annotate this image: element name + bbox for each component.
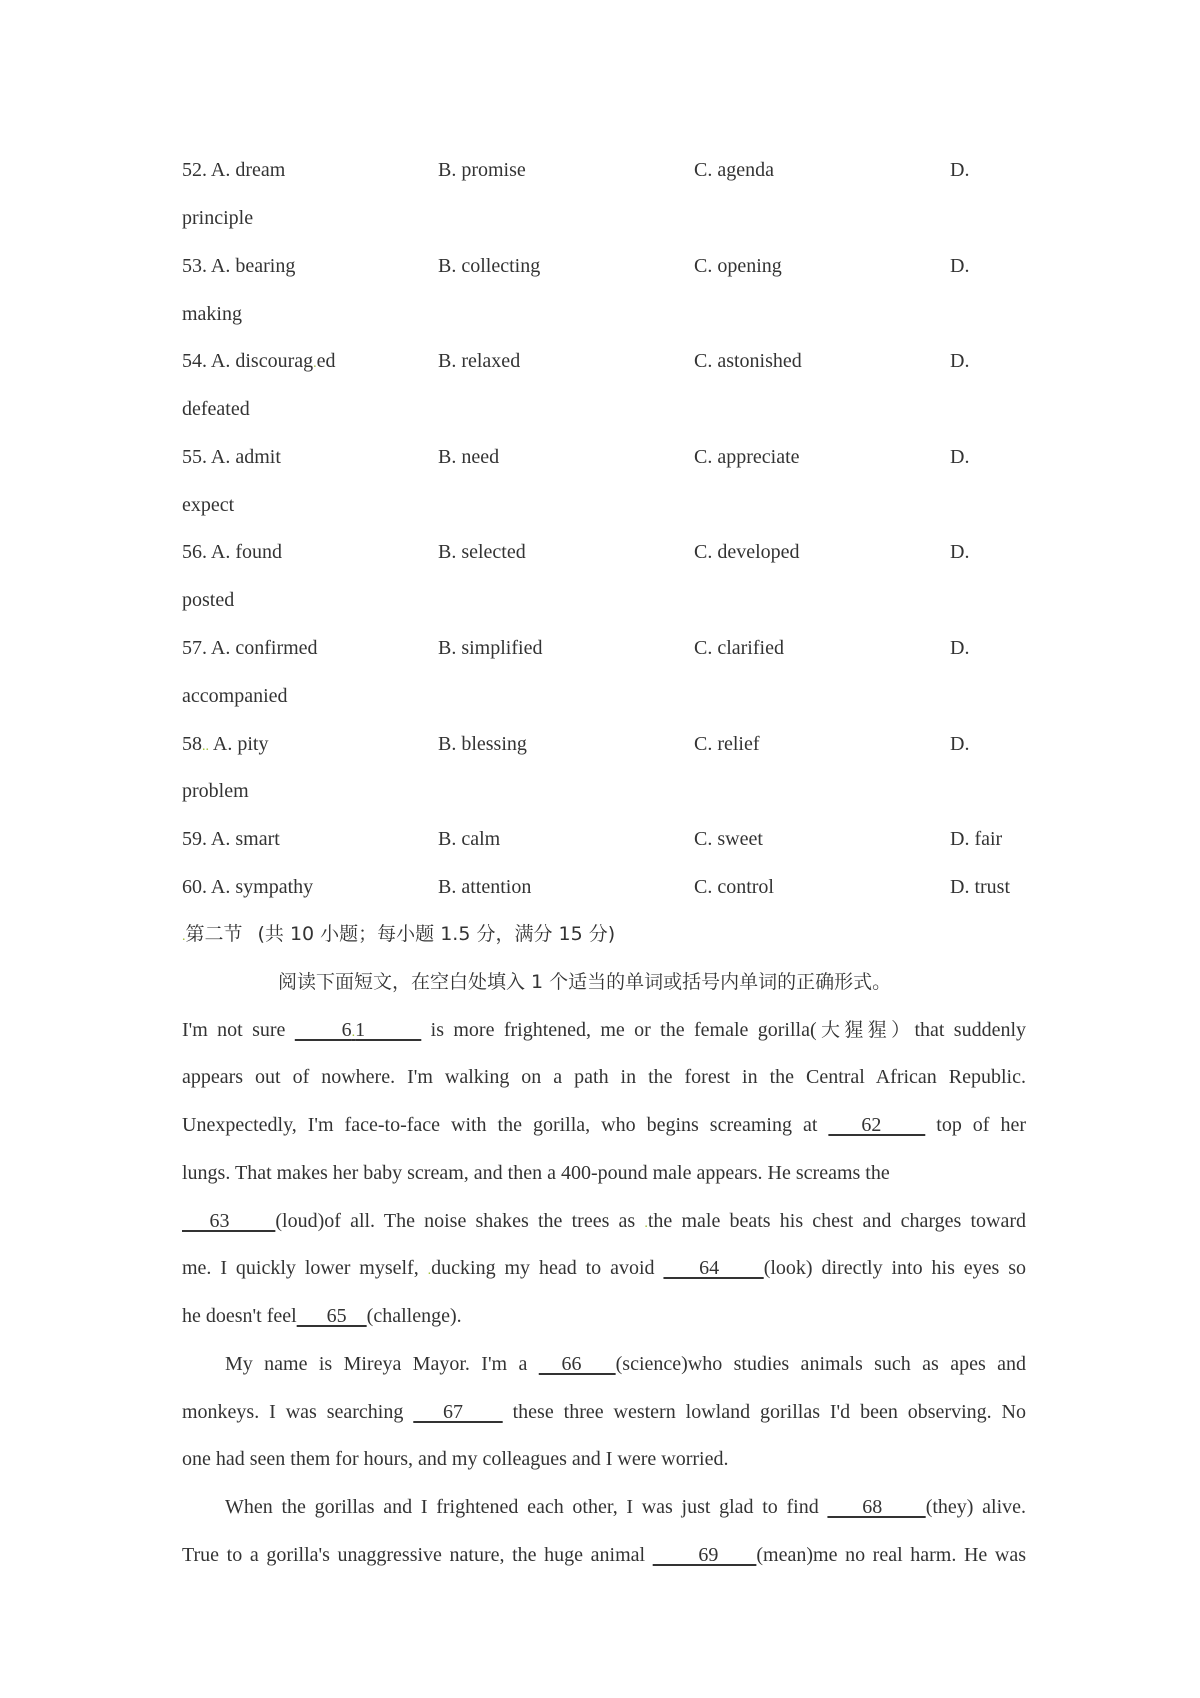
- option-b: B. promise: [438, 159, 526, 181]
- option-a: A. pity: [212, 733, 269, 755]
- blank-63: 63: [182, 1210, 276, 1232]
- passage-line: appears out of nowhere. I'm walking on a path in the forest in the Central African Republic.: [182, 1066, 1026, 1088]
- passage-line: I'm not sure 6.1 is more frightened, me or the female gorilla(大猩猩）that suddenly: [182, 1019, 1027, 1041]
- question-53-continuation: [0, 299, 1200, 329]
- question-57-continuation: [0, 681, 1200, 711]
- option-d-text: principle: [182, 207, 254, 229]
- question-54-continuation: [0, 394, 1200, 424]
- option-a: A. dream: [210, 159, 286, 181]
- blank-69: 69: [652, 1544, 757, 1566]
- passage-line: one had seen them for hours, and my colleagues and I were worried.: [182, 1448, 729, 1470]
- option-d-text: accompanied: [182, 685, 288, 707]
- blank-61: 6.1: [294, 1019, 422, 1041]
- option-b: B. collecting: [438, 255, 541, 277]
- question-number: 60.: [182, 876, 207, 898]
- ink-speck: .: [427, 1263, 432, 1278]
- question-number: 53.: [182, 255, 207, 277]
- ink-speck: .: [351, 1025, 356, 1040]
- option-c: C. agenda: [694, 159, 774, 181]
- ink-speck: .: [182, 929, 186, 944]
- option-d: D. trust: [950, 876, 1010, 898]
- question-number: 56.: [182, 541, 207, 563]
- question-56-row: [0, 537, 1200, 567]
- question-number: 57.: [182, 637, 207, 659]
- passage-line: Unexpectedly, I'm face-to-face with the gorilla, who begins screaming at 62 top of her: [182, 1114, 1026, 1136]
- question-55-continuation: [0, 490, 1200, 520]
- section-note: (共 10 小题；每小题 1.5 分，满分 15 分): [257, 923, 616, 945]
- question-58-continuation: [0, 776, 1200, 806]
- question-53-row: [0, 251, 1200, 281]
- option-d-text: defeated: [182, 398, 250, 420]
- option-d: D.: [950, 637, 970, 659]
- passage-line: lungs. That makes her baby scream, and then a 400-pound male appears. He screams the: [182, 1162, 890, 1184]
- passage-line: he doesn't feel 65 (challenge).: [182, 1305, 462, 1327]
- option-b: B. simplified: [438, 637, 543, 659]
- passage-line: When the gorillas and I frightened each other, I was just glad to find 68 (they) alive.: [225, 1496, 1027, 1518]
- option-d: D.: [950, 446, 970, 468]
- blank-65: 65: [296, 1305, 367, 1327]
- option-b: B. calm: [438, 828, 501, 850]
- option-b: B. attention: [438, 876, 532, 898]
- option-b: B. need: [438, 446, 500, 468]
- blank-68: 68: [827, 1496, 926, 1518]
- option-b: B. relaxed: [438, 350, 521, 372]
- option-a: A. admit: [210, 446, 281, 468]
- option-a: A. discourag: [210, 350, 314, 372]
- option-d-text: posted: [182, 589, 235, 611]
- section-title: 第二节: [185, 923, 243, 945]
- question-number: 54.: [182, 350, 207, 372]
- option-a: A. bearing: [210, 255, 296, 277]
- option-c: C. relief: [694, 733, 760, 755]
- passage-line: True to a gorilla's unaggressive nature, the huge animal 69 (mean)me no real harm. He was: [182, 1544, 1026, 1566]
- question-57-row: [0, 633, 1200, 663]
- option-a: A. smart: [210, 828, 280, 850]
- option-c: C. opening: [694, 255, 782, 277]
- option-a: A. sympathy: [210, 876, 314, 898]
- option-d: D.: [950, 541, 970, 563]
- passage-line: My name is Mireya Mayor. I'm a 66 (science)who studies animals such as apes and: [225, 1353, 1027, 1375]
- option-d: D.: [950, 255, 970, 277]
- question-number: 52.: [182, 159, 207, 181]
- question-59-row: [0, 824, 1200, 854]
- blank-67: 67: [413, 1401, 503, 1423]
- option-a: A. confirmed: [210, 637, 318, 659]
- option-a: A. found: [210, 541, 283, 563]
- option-c: C. appreciate: [694, 446, 800, 468]
- question-55-row: [0, 442, 1200, 472]
- option-b: B. selected: [438, 541, 526, 563]
- option-d-text: making: [182, 303, 242, 325]
- question-58-row: [0, 729, 1200, 759]
- blank-64: 64: [663, 1257, 764, 1279]
- option-d: D.: [950, 159, 970, 181]
- ink-speck: .: [313, 356, 317, 371]
- ink-speck: .: [644, 1216, 648, 1231]
- option-d: D. fair: [950, 828, 1003, 850]
- passage-line: me. I quickly lower myself, .ducking my head to avoid 64 (look) directly into his eyes so: [182, 1257, 1027, 1279]
- option-c: C. developed: [694, 541, 800, 563]
- question-52-row: [0, 155, 1200, 185]
- question-number: 55.: [182, 446, 207, 468]
- option-c: C. astonished: [694, 350, 802, 372]
- option-d: D.: [950, 733, 970, 755]
- question-60-row: [0, 872, 1200, 902]
- ink-speck: ..: [202, 739, 209, 754]
- question-number: 59.: [182, 828, 207, 850]
- section-instruction: 阅读下面短文，在空白处填入 1 个适当的单词或括号内单词的正确形式。: [278, 971, 892, 993]
- option-d: D.: [950, 350, 970, 372]
- section-instruction-row: [0, 967, 1200, 997]
- option-b: B. blessing: [438, 733, 527, 755]
- question-number: 58: [182, 733, 202, 755]
- question-56-continuation: [0, 585, 1200, 615]
- option-c: C. sweet: [694, 828, 763, 850]
- question-52-continuation: [0, 203, 1200, 233]
- passage-line: monkeys. I was searching 67 these three western lowland gorillas I'd been observing. No: [182, 1401, 1026, 1423]
- option-a-suffix: ed: [316, 350, 336, 372]
- section-heading: [0, 919, 1200, 949]
- question-54-row: [0, 346, 1200, 376]
- option-c: C. control: [694, 876, 774, 898]
- blank-66: 66: [538, 1353, 616, 1375]
- blank-62: 62: [828, 1114, 926, 1136]
- option-c: C. clarified: [694, 637, 784, 659]
- option-d-text: problem: [182, 780, 249, 802]
- passage-line: 63 (loud)of all. The noise shakes the trees as .the male beats his chest and charges toward: [182, 1210, 1026, 1232]
- option-d-text: expect: [182, 494, 235, 516]
